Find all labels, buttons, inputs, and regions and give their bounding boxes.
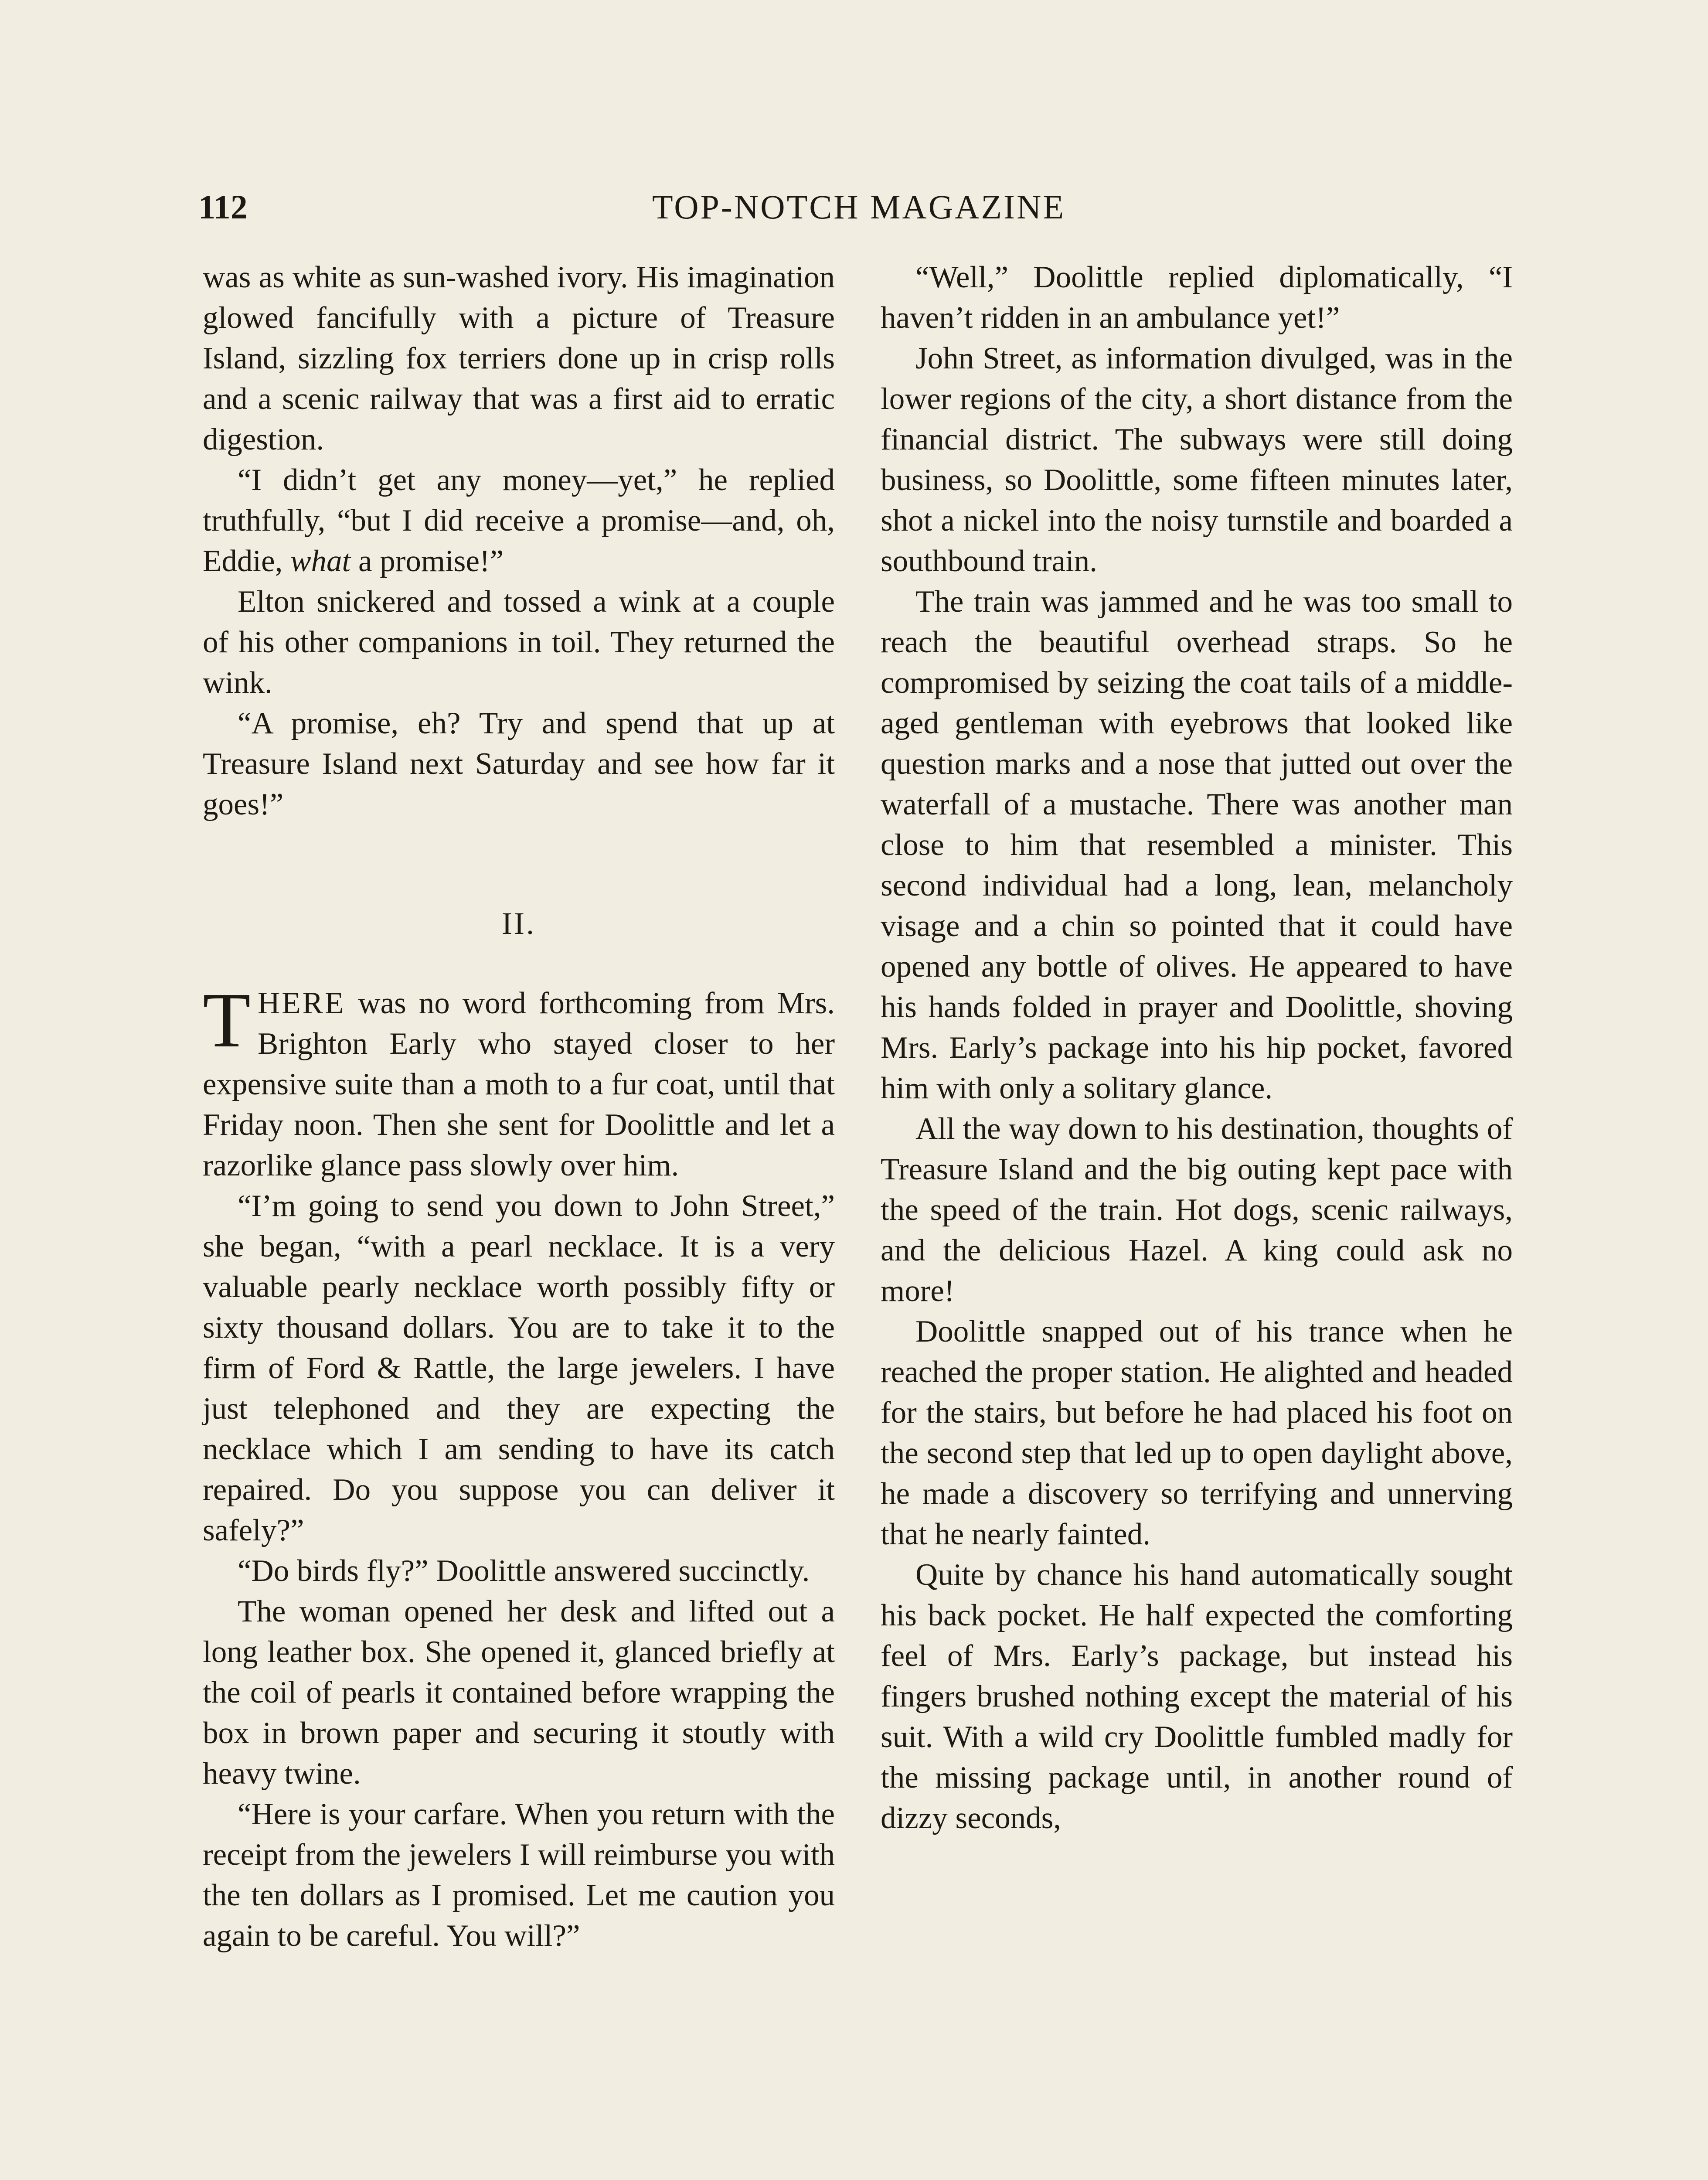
- paragraph: “Do birds fly?” Doolittle answered succinctly.: [238, 1554, 810, 1588]
- dropcap-word: HERE: [257, 986, 346, 1020]
- paragraph: “Well,” Doolittle replied diplomatically, “I haven’t ridden in an ambulance yet!”: [881, 260, 1513, 335]
- left-column: [203, 257, 835, 1956]
- paragraph: “A promise, eh? Try and spend that up at Treasure Island next Saturday and see how far it goes!”: [203, 706, 835, 821]
- paragraph-dropcap: [203, 977, 835, 1186]
- paragraph: Quite by chance his hand automatically sought his back pocket. He half expected the comforting feel of Mrs. Early’s package, but instead his fingers brushed nothing except the material of his suit. With a wild cry Doolittle fumbled madly for the missing package until, in another round of dizzy seconds,: [881, 1558, 1513, 1835]
- paragraph: was as white as sun-washed ivory. His imagination glowed fancifully with a picture of Treasure Island, sizzling fox terriers done up in crisp rolls and a scenic railway that was a first aid to erratic digestion.: [203, 260, 835, 456]
- italic-text: what: [290, 544, 351, 578]
- paragraph: John Street, as information divulged, was in the lower regions of the city, a short distance from the financial district. The subways were still doing business, so Doolittle, some fifteen minutes later, shot a nickel into the noisy turnstile and boarded a southbound train.: [881, 341, 1513, 578]
- section-heading: II.: [502, 906, 536, 941]
- paragraph: Elton snickered and tossed a wink at a couple of his other companions in toil. They returned the wink.: [203, 585, 835, 700]
- paragraph: The woman opened her desk and lifted out a long leather box. She opened it, glanced briefly at the coil of pearls it contained before wrapping the box in brown paper and securing it stoutly with heavy twine.: [203, 1594, 835, 1791]
- paragraph: Doolittle snapped out of his trance when he reached the proper station. He alighted and headed for the stairs, but before he had placed his foot on the second step that led up to open daylight above, he made a discovery so terrifying and unnerving that he nearly fainted.: [881, 1315, 1513, 1551]
- text-run: a promise!”: [350, 544, 504, 578]
- text-run: was no word forthcoming from Mrs. Brighton Early who stayed closer to her expensive suite than a moth to a fur coat, until that Friday noon. Then she sent for Doolittle and let a razorlike glance pass slowly over him.: [203, 986, 835, 1182]
- text-run: “I didn’t get any money—yet,” he replied truthfully, “but I did receive a promise—and, oh, Eddie,: [203, 463, 835, 578]
- right-column: [881, 257, 1513, 1839]
- paragraph: All the way down to his destination, thoughts of Treasure Island and the big outing kept pace with the speed of the train. Hot dogs, scenic railways, and the delicious Hazel. A king could ask no more!: [881, 1112, 1513, 1308]
- page-number: 112: [198, 188, 248, 226]
- paragraph: [203, 460, 835, 582]
- paragraph: “Here is your carfare. When you return with the receipt from the jewelers I will reimburse you with the ten dollars as I promised. Let me caution you again to be careful. You will?”: [203, 1797, 835, 1953]
- paragraph: The train was jammed and he was too small to reach the beautiful overhead straps. So he compromised by seizing the coat tails of a middle-aged gentleman with eyebrows that looked like question marks and a nose that jutted out over the waterfall of a mustache. There was another man close to him that resembled a minister. This second individual had a long, lean, melancholy visage and a chin so pointed that it could have opened any bottle of olives. He appeared to have his hands folded in prayer and Doolittle, shoving Mrs. Early’s package into his hip pocket, favored him with only a solitary glance.: [881, 585, 1513, 1105]
- drop-cap: T: [203, 977, 252, 1063]
- magazine-title: TOP-NOTCH MAGAZINE: [652, 188, 1065, 226]
- paragraph: “I’m going to send you down to John Street,” she began, “with a pearl necklace. It is a very valuable pearly necklace worth possibly fifty or sixty thousand dollars. You are to take it to the firm of Ford & Rattle, the large jewelers. I have just telephoned and they are expecting the necklace which I am sending to have its catch repaired. Do you suppose you can deliver it safely?”: [203, 1189, 835, 1547]
- page-header: [198, 187, 1519, 235]
